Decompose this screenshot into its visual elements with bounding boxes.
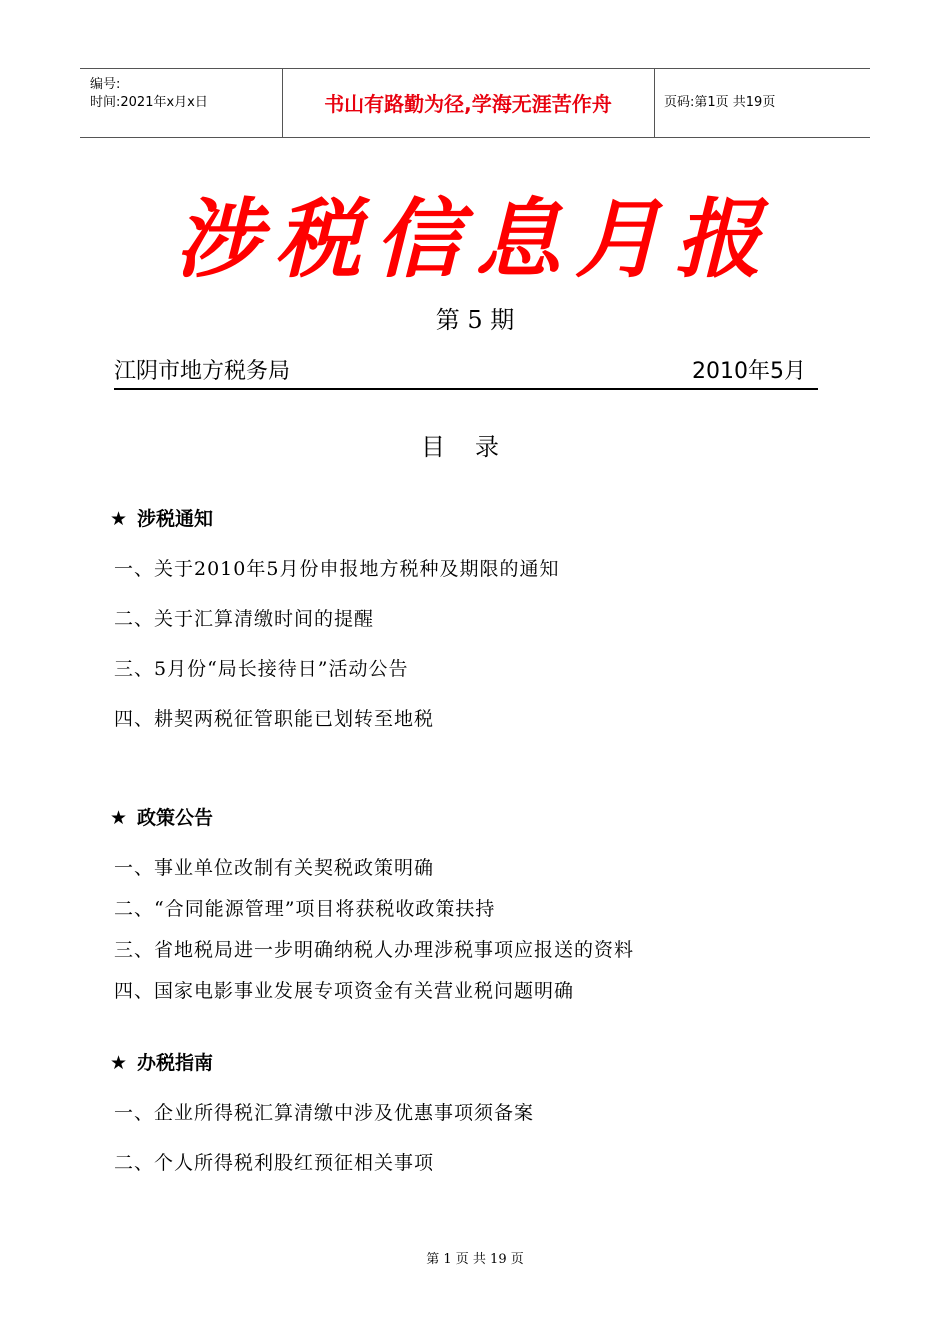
section-heading bbox=[110, 1048, 213, 1075]
number-label: 编号: bbox=[90, 77, 121, 92]
star-icon: ★ bbox=[110, 807, 128, 829]
org-date-line bbox=[114, 350, 818, 390]
report-title: 涉税信息月报 bbox=[175, 189, 775, 290]
star-icon: ★ bbox=[110, 1052, 128, 1074]
time-label: 时间:2021年x月x日 bbox=[90, 95, 208, 110]
issue-number: 第 5 期 bbox=[435, 306, 515, 334]
page-footer: 第 1 页 共 19 页 bbox=[426, 1252, 524, 1267]
section-heading bbox=[110, 803, 213, 830]
header-table bbox=[80, 68, 870, 138]
motto: 书山有路勤为径,学海无涯苦作舟 bbox=[282, 69, 655, 137]
toc-item[interactable]: 一、关于2010年5月份申报地方税种及期限的通知 bbox=[114, 558, 560, 580]
section-heading bbox=[110, 504, 213, 531]
star-icon: ★ bbox=[110, 508, 128, 530]
section-title: 办税指南 bbox=[137, 1052, 214, 1074]
section-title: 涉税通知 bbox=[137, 508, 214, 530]
toc-item[interactable]: 四、国家电影事业发展专项资金有关营业税问题明确 bbox=[114, 980, 575, 1002]
toc-item[interactable]: 二、个人所得税利股红预征相关事项 bbox=[114, 1152, 435, 1174]
toc-item[interactable]: 二、“合同能源管理”项目将获税收政策扶持 bbox=[114, 898, 496, 920]
toc-item[interactable]: 三、5月份“局长接待日”活动公告 bbox=[114, 658, 409, 680]
org-name: 江阴市地方税务局 bbox=[114, 359, 291, 384]
header-left-cell bbox=[80, 69, 283, 137]
toc-item[interactable]: 一、事业单位改制有关契税政策明确 bbox=[114, 857, 435, 879]
page-info: 页码:第1页 共19页 bbox=[664, 95, 776, 110]
toc-title: 目录 bbox=[421, 433, 529, 461]
toc-item[interactable]: 一、企业所得税汇算清缴中涉及优惠事项须备案 bbox=[114, 1102, 535, 1124]
toc-item[interactable]: 三、省地税局进一步明确纳税人办理涉税事项应报送的资料 bbox=[114, 939, 635, 961]
toc-item[interactable]: 四、耕契两税征管职能已划转至地税 bbox=[114, 708, 435, 730]
section-title: 政策公告 bbox=[137, 807, 214, 829]
toc-item[interactable]: 二、关于汇算清缴时间的提醒 bbox=[114, 608, 375, 630]
report-date: 2010年5月 bbox=[692, 359, 806, 384]
